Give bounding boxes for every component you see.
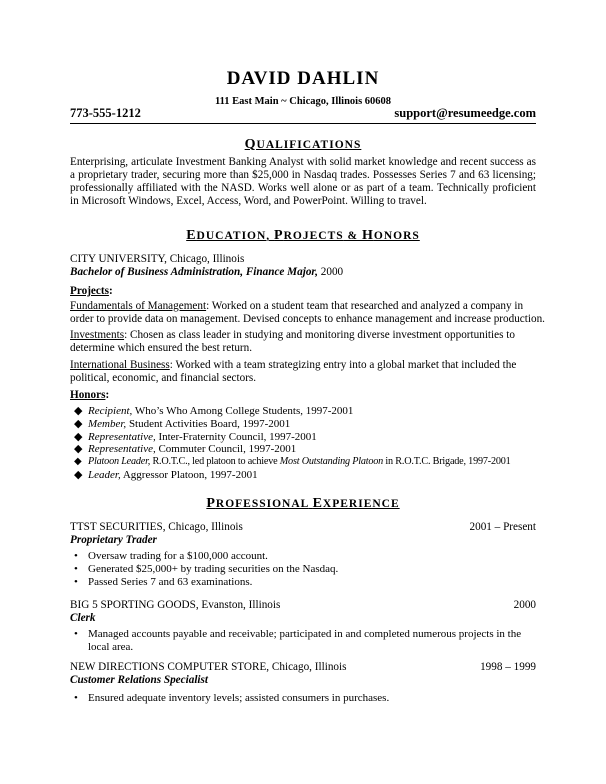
list-item: • Passed Series 7 and 63 examinations. [74, 575, 253, 588]
job-bullets [70, 628, 536, 654]
list-item: ◆ Representative, Commuter Council, 1997-2001 [74, 443, 297, 456]
list-item-continuation: local area. [88, 640, 134, 653]
job-bullets [70, 550, 536, 588]
diamond-bullet-icon: ◆ [74, 430, 83, 443]
job-title: Customer Relations Specialist [70, 674, 208, 686]
list-item: • Managed accounts payable and receivable; participated in and completed numerous projects in the [74, 628, 522, 640]
list-item: ◆ Leader, Aggressor Platoon, 1997-2001 [74, 468, 258, 481]
projects-label: Projects: [70, 285, 113, 297]
project-item: Investments: Chosen as class leader in studying and monitoring diverse investment opportunities to [70, 329, 515, 341]
job-dates: 2001 – Present [469, 521, 536, 533]
bullet-icon: • [74, 562, 78, 575]
school-line: CITY UNIVERSITY, Chicago, Illinois [70, 253, 245, 265]
project-item: Fundamentals of Management: Worked on a student team that researched and analyzed a company in [70, 300, 524, 312]
phone-number: 773-555-1212 [70, 106, 141, 120]
job-dates: 2000 [513, 599, 536, 611]
list-item: • Generated $25,000+ by trading securities on the Nasdaq. [74, 562, 339, 575]
qualifications-summary: Enterprising, articulate Investment Banking Analyst with solid market knowledge and recent success as a proprietary trader, securing more than $25,000 in Nasdaq trades. Possesses Series 7 and 63 licensing; professionally affiliated with the NASD. Works well alone or as part of a team. Technically proficient in Microsoft Windows, Excel, Access, Word, and PowerPoint. Willing to travel. [70, 156, 536, 207]
job-title: Proprietary Trader [70, 534, 157, 546]
job-company-line: NEW DIRECTIONS COMPUTER STORE, Chicago, Illinois 1998 – 1999 [70, 661, 536, 673]
project-item-continuation: determine which ensured the best return. [70, 342, 253, 354]
education-heading: EDUCATION, PROJECTS & HONORS [186, 228, 420, 243]
bullet-icon: • [74, 550, 78, 562]
project-item-continuation: political, economic, and financial sectors. [70, 372, 257, 384]
honors-list [70, 405, 536, 482]
bullet-icon: • [74, 575, 78, 588]
diamond-bullet-icon: ◆ [74, 443, 83, 456]
job-bullets [70, 692, 536, 705]
candidate-address: 111 East Main ~ Chicago, Illinois 60608 [214, 96, 392, 107]
list-item: • Oversaw trading for a $100,000 account. [74, 550, 268, 562]
job-company-line: BIG 5 SPORTING GOODS, Evanston, Illinois 2000 [70, 599, 536, 611]
diamond-bullet-icon: ◆ [74, 405, 83, 417]
list-item: ◆ Representative, Inter-Fraternity Council, 1997-2001 [74, 430, 317, 443]
project-item-continuation: order to provide data on management. Devised concepts to enhance management and increase production. [70, 313, 545, 325]
list-item: ◆ Recipient, Who’s Who Among College Students, 1997-2001 [74, 405, 354, 417]
bullet-icon: • [74, 692, 78, 704]
job-title: Clerk [70, 612, 96, 624]
diamond-bullet-icon: ◆ [74, 468, 83, 481]
project-item: International Business: Worked with a team strategizing entry into a global market that included the [70, 359, 517, 371]
list-item: ◆ Member, Student Activities Board, 1997-2001 [74, 417, 291, 430]
diamond-bullet-icon: ◆ [74, 417, 83, 430]
bullet-icon: • [74, 628, 78, 640]
diamond-bullet-icon: ◆ [74, 456, 82, 468]
experience-heading: PROFESSIONAL EXPERIENCE [206, 496, 400, 511]
degree-line: Bachelor of Business Administration, Finance Major, 2000 [70, 266, 344, 278]
list-item: • Ensured adequate inventory levels; assisted consumers in purchases. [74, 692, 390, 704]
candidate-name: DAVID DAHLIN [226, 68, 380, 89]
header-divider [70, 123, 536, 124]
qualifications-heading: QUALIFICATIONS [244, 137, 362, 152]
email-address: support@resumeedge.com [394, 106, 536, 120]
list-item: ◆ Platoon Leader, R.O.T.C., led platoon to achieve Most Outstanding Platoon in R.O.T.C. Brigade, 1997-2001 [74, 456, 511, 468]
job-dates: 1998 – 1999 [480, 661, 536, 673]
honors-label: Honors: [70, 389, 110, 401]
job-company-line: TTST SECURITIES, Chicago, Illinois 2001 – Present [70, 521, 536, 533]
